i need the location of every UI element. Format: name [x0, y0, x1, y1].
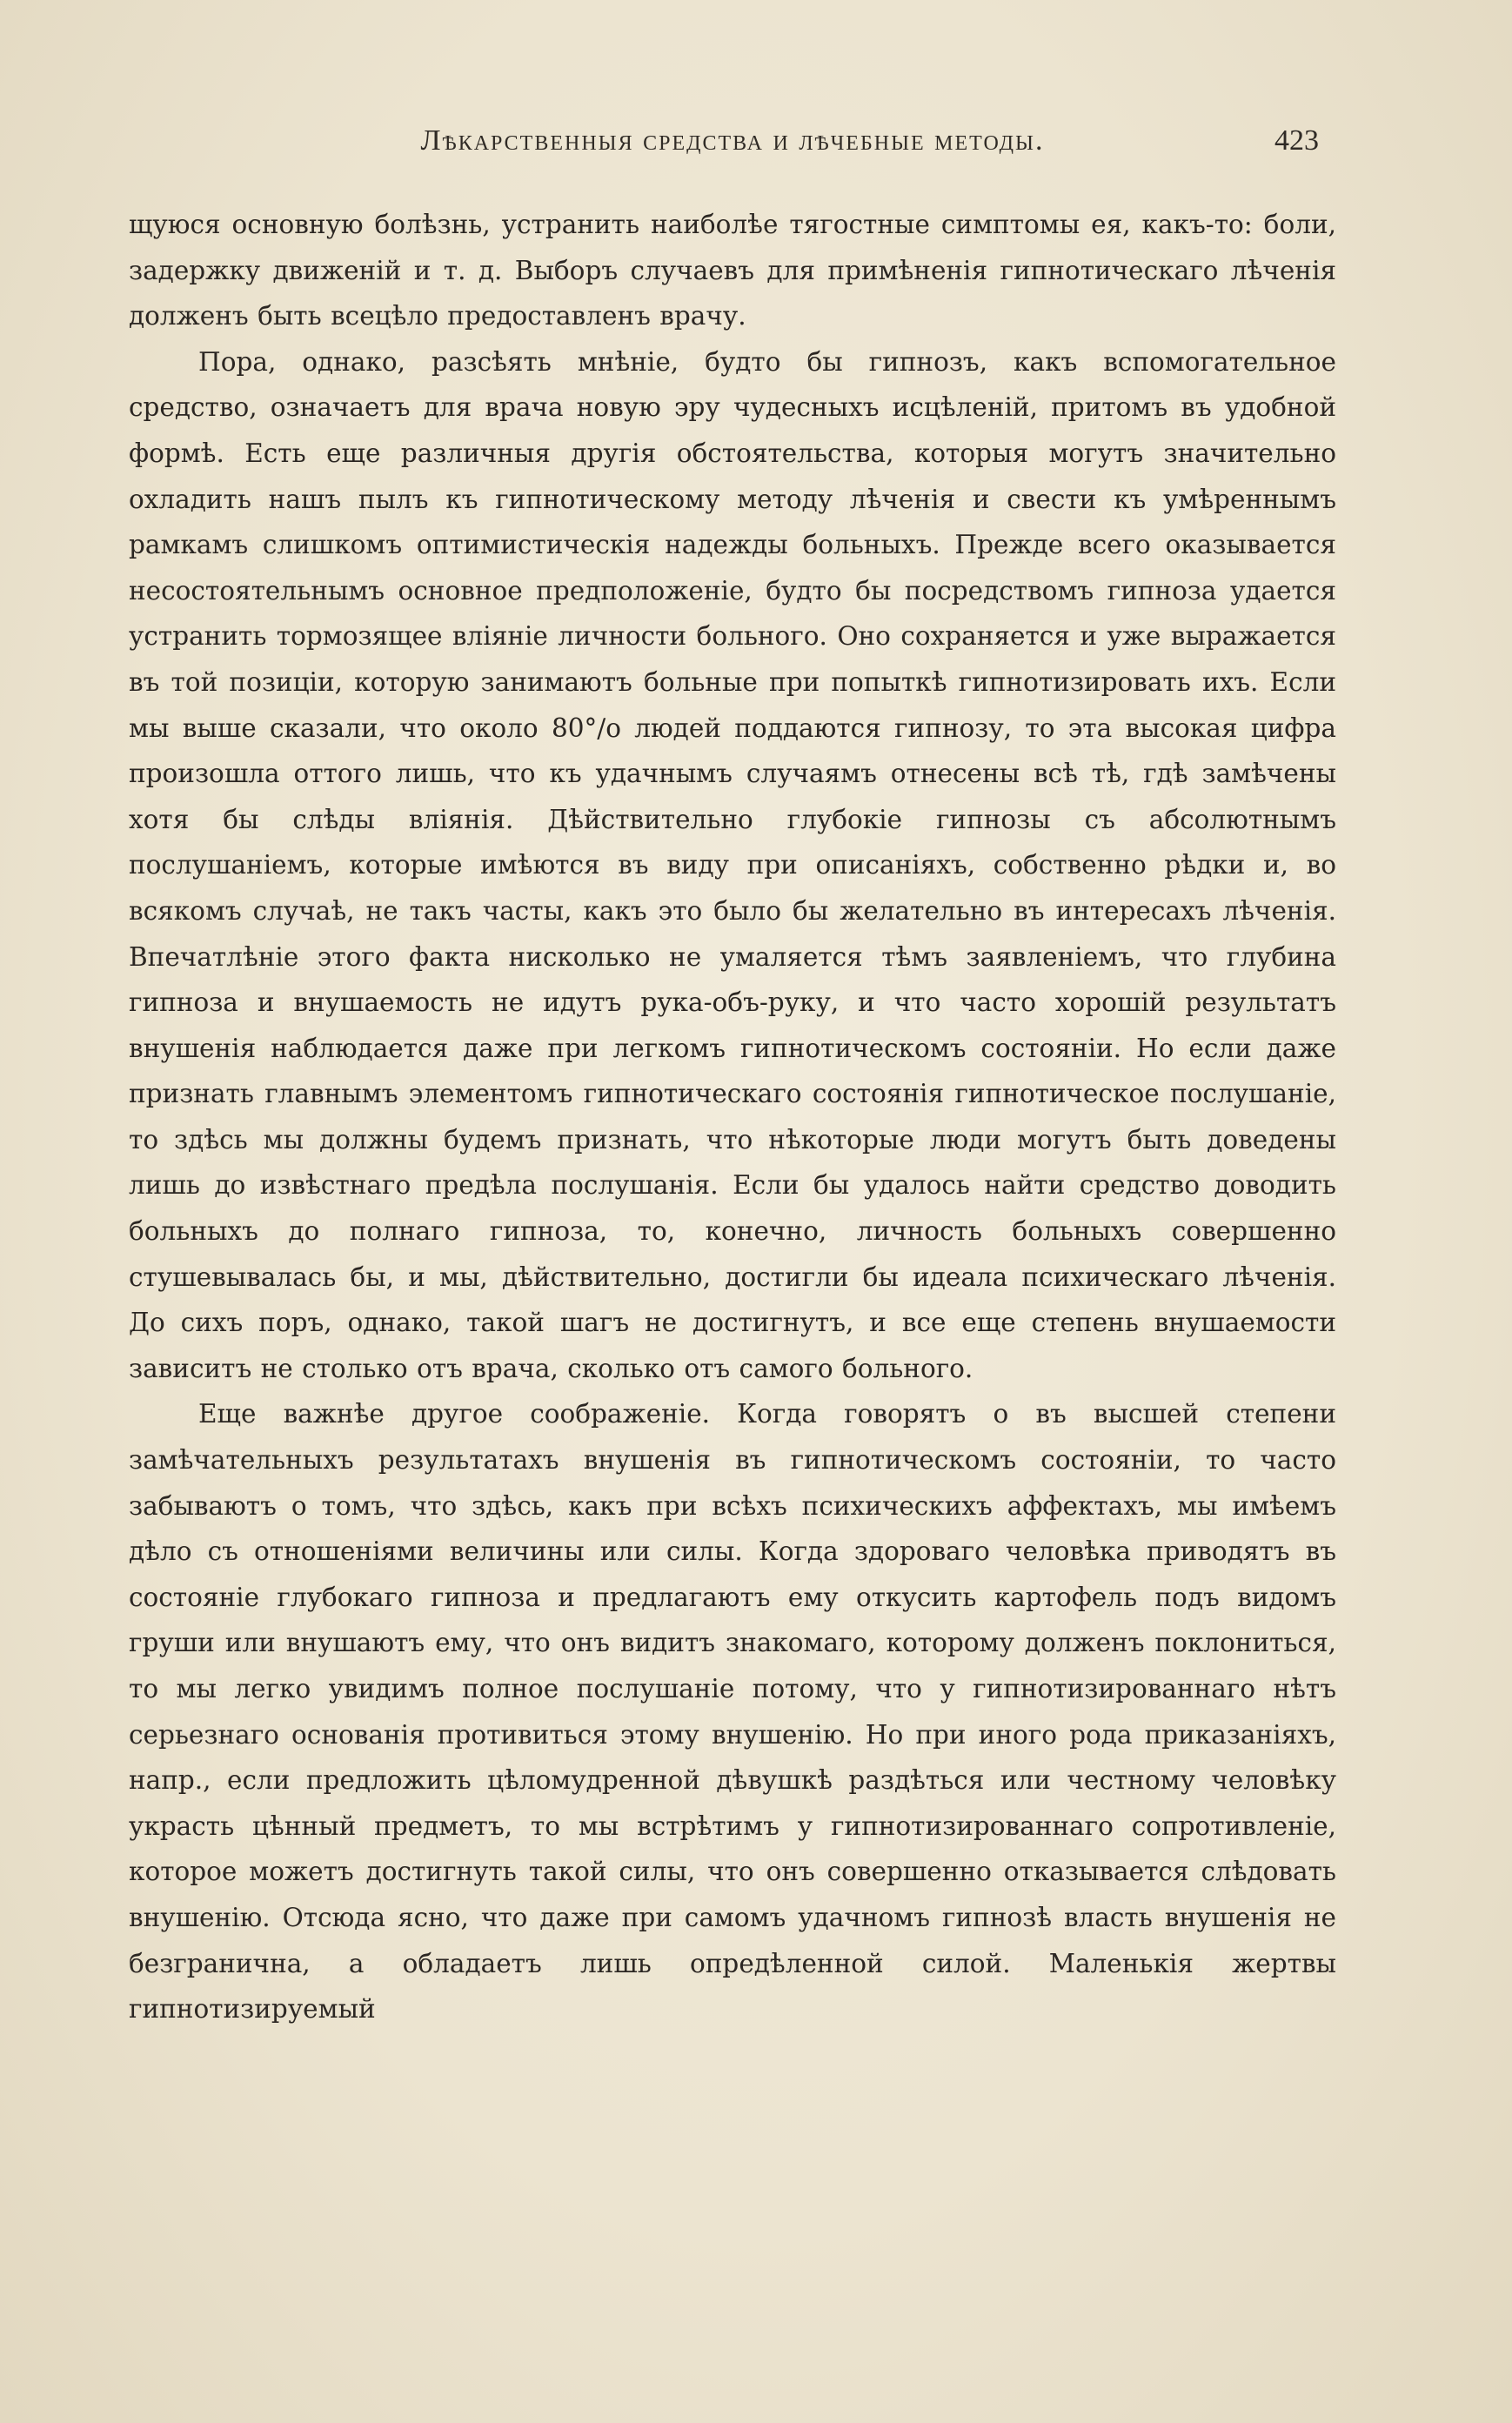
running-title: Лѣкарственныя средства и лѣчебные методы. — [420, 124, 1045, 157]
page-number: 423 — [1274, 124, 1319, 157]
paragraph-continued: щуюся основную болѣзнь, устранить наиболѣе тягостные симптомы ея, какъ-то: боли, задержку движеній и т. д. Выборъ случаевъ для примѣненія гипнотическаго лѣченія долженъ быть всецѣло предоставленъ врачу. — [129, 210, 1336, 331]
paragraph-suggestion-strength: Еще важнѣе другое соображеніе. Когда говорятъ о въ высшей степени замѣчательныхъ результатахъ внушенія въ гипнотическомъ состояніи, то часто забываютъ о томъ, что здѣсь, какъ при всѣхъ психическихъ аффектахъ, мы имѣемъ дѣло съ отношеніями величины или силы. Когда здороваго человѣка приводятъ въ состояніе глубокаго гипноза и предлагаютъ ему откусить картофель подъ видомъ груши или внушаютъ ему, что онъ видитъ знакомаго, которому долженъ поклониться, то мы легко увидимъ полное послушаніе потому, что у гипнотизированнаго нѣтъ серьезнаго основанія противиться этому внушенію. Но при иного рода приказаніяхъ, напр., если предложить цѣломудренной дѣвушкѣ раздѣться или честному человѣку украсть цѣнный предметъ, то мы встрѣтимъ у гипнотизированнаго сопротивленіе, которое можетъ достигнуть такой силы, что онъ совершенно отказывается слѣдовать внушенію. Отсюда ясно, что даже при самомъ удачномъ гипнозѣ власть внушенія не безгранична, а обладаетъ лишь опредѣленной силой. Маленькія жертвы гипнотизируемый — [129, 1399, 1336, 2025]
body-text — [129, 202, 1336, 2307]
page-header — [129, 120, 1336, 164]
paragraph-hypnosis-limits: Пора, однако, разсѣять мнѣніе, будто бы гипнозъ, какъ вспомогательное средство, означаетъ для врача новую эру чудесныхъ исцѣленій, притомъ въ удобной формѣ. Есть еще различныя другія обстоятельства, которыя могутъ значительно охладить нашъ пылъ къ гипнотическому методу лѣченія и свести къ умѣреннымъ рамкамъ слишкомъ оптимистическія надежды больныхъ. Прежде всего оказывается несостоятельнымъ основное предположеніе, будто бы посредствомъ гипноза удается устранить тормозящее вліяніе личности больного. Оно сохраняется и уже выражается въ той позиціи, которую занимаютъ больные при попыткѣ гипнотизировать ихъ. Если мы выше сказали, что около 80°/о людей поддаются гипнозу, то эта высокая цифра произошла оттого лишь, что къ удачнымъ случаямъ отнесены всѣ тѣ, гдѣ замѣчены хотя бы слѣды вліянія. Дѣйствительно глубокіе гипнозы съ абсолютнымъ послушаніемъ, которые имѣются въ виду при описаніяхъ, собственно рѣдки и, во всякомъ случаѣ, не такъ часты, какъ это было бы желательно въ интересахъ лѣченія. Впечатлѣніе этого факта нисколько не умаляется тѣмъ заявленіемъ, что глубина гипноза и внушаемость не идутъ рука-объ-руку, и что часто хорошій результатъ внушенія наблюдается даже при легкомъ гипнотическомъ состояніи. Но если даже признать главнымъ элементомъ гипнотическаго состоянія гипнотическое послушаніе, то здѣсь мы должны будемъ признать, что нѣкоторые люди могутъ быть доведены лишь до извѣстнаго предѣла послушанія. Если бы удалось найти средство доводить больныхъ до полнаго гипноза, то, конечно, личность больныхъ совершенно стушевывалась бы, и мы, дѣйствительно, достигли бы идеала психическаго лѣченія. До сихъ поръ, однако, такой шагъ не достигнутъ, и все еще степень внушаемости зависитъ не столько отъ врача, сколько отъ самого больного. — [129, 346, 1336, 1383]
